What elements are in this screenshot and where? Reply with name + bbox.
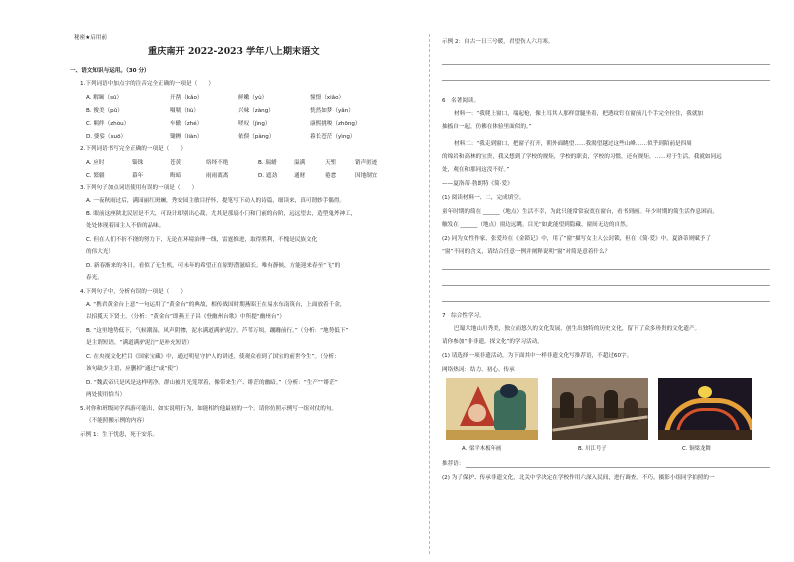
q7-intro: 巴蜀大地山川秀美，独立而悠久的文化发展，创生出独特的历史文化，留下了众多珍贵的文化遗产。 (454, 326, 701, 332)
q1-option: 康熙挑唆（zhōng） (310, 121, 361, 127)
recommend-input-line[interactable] (466, 467, 770, 468)
q5-example-1: 示例 1：生于忧患，死于安乐。 (80, 432, 159, 438)
q1-option: 开凿（kǎo） (170, 95, 203, 101)
right-column (438, 0, 778, 562)
q7-hot-words: 网络热词：结力、初心、传承 (442, 367, 515, 373)
q2-option: 雨雨离离 (206, 173, 229, 179)
q2-option: A. 应时 (86, 160, 105, 166)
q6-material-1-cont: 抽搐自一起，仿佛在体验里面似的。” (442, 124, 532, 130)
q3-stem: 3.下列句子加点词语使用有误的一项是（ ） (80, 185, 198, 191)
q7-subquestion-1: (1) 请选择一项非遗活动，为下面其中一样非遗文化写推荐语，不超过60字。 (442, 353, 633, 359)
q3-option-c: C. 但在人们不折不挠的努力下，无论在环境治理一线，雷霆推进，取得胜利，不愧是民族文化 (86, 237, 318, 243)
q1-option: 车辙（zhé） (170, 121, 203, 127)
q6-subquestion-2: (2) 同为女性作家，张爱玲在《金锁记》中，用了“窗”描写女主人公封锁，但在《简·爱》中，夏洛蒂则赋予了 (442, 236, 711, 242)
q6-fill-blank: 童年时期的简在 ______（地点）生活不幸，为此只能常常寂寞在窗台，看书到画。年少时期的简生活作息困而， (442, 209, 718, 215)
picture-caption-c: C. 铜梁龙舞 (682, 446, 711, 452)
q3-option-a: A. 一夜秋雨过后，满园丽红斑斓，秀安园主敏目抒怀，提笔写下动人的诗篇，细读来，真可谓妙手偶得。 (86, 198, 346, 204)
q2-option: 天堑 (325, 160, 337, 166)
q3-option-b: B. 眼前这座陕北民居是不大，可设计却别出心裁，尤其是那扇小门和门前的台阶，远远望去，造型鬼斧神工， (86, 211, 357, 217)
q2-option: 晦暗 (170, 173, 182, 179)
recommend-label: 推荐语： (442, 461, 465, 467)
q2-option: 锱铢 (132, 160, 144, 166)
answer-line[interactable] (442, 269, 770, 270)
q7-intro-cont: 请你参加“非非遗，探文化”的学习活动。 (442, 339, 543, 345)
q3-option-b-cont: 处处体现着园主人不俗的品味。 (86, 223, 165, 229)
q2-option: 苍黄 (170, 160, 182, 166)
q6-material-1: 材料一：“我爬上窗口，端起枪，像土耳其人那样盘腿坐着，把透纹钉在窗前几个手完全拉住，我就加 (454, 111, 704, 117)
q1-option: 依偎（pàng） (238, 134, 275, 140)
q5-stem-cont: （不能照搬示例的内容） (86, 418, 148, 424)
picture-caption-a: A. 梁平木板年画 (462, 446, 502, 452)
q4-option-d: D. “魏武帝只是风是这样明净。群山被月光笼罩着，像带来生产、绯茫的幽暗。”（分析：“生产”“绯茫” (86, 380, 338, 386)
q2-option: 倦怠 (325, 173, 337, 179)
q6-subquestion-2-cont: “窗”不同的含义，请结合任意一例并阐释说明“窗”对简是意着什么？ (442, 249, 611, 255)
answer-line[interactable] (442, 301, 770, 302)
q1-option: 暮长苍茫（yìng） (310, 134, 356, 140)
q1-option: 恍然如梦（yǎn） (310, 108, 354, 114)
q1-option: C. 羁绊（zhòu） (86, 121, 130, 127)
q6-subquestion-1: (1) 阅读材料一、二，完成填空。 (442, 195, 525, 201)
q4-option-c: C. 在央视文化栏目《国家宝藏》中，通过明星守护人的讲述，使观众看到了国宝的前世今生”。（分析： (86, 354, 340, 360)
q2-option: 络绎不绝 (206, 160, 229, 166)
q1-option: 嗫嚅（liù） (170, 108, 200, 114)
q2-option: 幕年 (132, 173, 144, 179)
q3-option-d-cont: 春光。 (86, 275, 103, 281)
answer-line[interactable] (442, 285, 770, 286)
q4-option-c-cont: 该句缺少主语，应删掉“通过”或“使”） (86, 366, 182, 372)
q2-option: 销声匿迹 (355, 160, 378, 166)
q1-option: 锄耨（liàn） (170, 134, 203, 140)
q2-option: B. 瑞蜡 (258, 160, 277, 166)
woodblock-new-year-print-image (446, 378, 538, 440)
q2-stem: 2.下列词语书写完全正确的一项是（ ） (80, 146, 187, 152)
picture-caption-b: B. 川江号子 (578, 446, 607, 452)
q4-option-b: B. “这里地势低下，气候潮湿，风声阴惨，泥水满道满驴泥泞。芦苇万顷，蹦跚前行。”（分析：“地势低下” (86, 328, 349, 334)
q4-option-d-cont: 两处使用恰当） (86, 392, 126, 398)
q1-option: 兴味（zàng） (238, 108, 274, 114)
q1-option: 憧憬（xiǎo） (310, 95, 345, 101)
q1-option: 鲜嫩（yù） (238, 95, 268, 101)
q4-option-a-cont: 以招揽天下贤士。（分析：“黄金台”即燕王子昌《登幽州台歌》中所提“幽州台”） (86, 314, 285, 320)
chuanjiang-boatmen-chant-image (552, 378, 648, 440)
q1-option: B. 俊美（pǔ） (86, 108, 123, 114)
q6-material-2-cont: 处，观在和那同这没不好。” (442, 167, 510, 173)
q5-example-2: 示例 2：自古一日三兮暖，君望伤人六月寒。 (442, 39, 554, 45)
q6-fill-blank-cont: 触发在 ______（地点）窗边远眺，目光“如此能望到隐藏、窗间无边的自然。 (442, 222, 632, 228)
section-heading: 一、语文知识与运用。（30 分） (70, 68, 150, 74)
q3-option-c-cont: 的伟大光！ (86, 249, 114, 255)
q2-option: 通财 (294, 173, 306, 179)
q7-subquestion-2: (2) 为了保护、传承非遗文化，北关中学决定在学校作用六深入民间，进行调查。不巧，摄影小组同学拍照的一 (442, 475, 715, 481)
q2-option: 溢满 (294, 160, 306, 166)
q3-option-d: D. 新春渐来的冬日，看似了无生机，可未年的希望正在原野潜滋暗长。唯有静候，方能迎来春至“飞”的 (86, 263, 341, 269)
q1-stem: 1.下列词语中加点字的注音完全正确的一项是（ ） (80, 81, 214, 87)
q2-option: D. 遮劲 (258, 173, 278, 179)
q5-stem: 5.对你和班级同学西游可能出，如实说明行为，如能相约他最初的一个。请你仿照示例写一组对仗的句。 (80, 406, 338, 412)
q7-stem: 7 综合性学习。 (442, 313, 485, 319)
q6-source: ——夏洛蒂·勃朗特《简·爱》 (442, 181, 513, 187)
q6-material-2: 材料二：“我走到窗口，把窗子打开，朝外面眺望……我渴望越过这些山峰……似乎到陌前是四周 (454, 141, 692, 147)
left-column (70, 0, 422, 562)
column-divider (429, 34, 430, 554)
q4-option-b-cont: 是主谓短语，“满道满驴泥泞”是补充短语） (86, 340, 193, 346)
q6-stem: 6 名著阅读。 (442, 98, 480, 104)
q4-option-a: A. “携君黄金台上意”一句运用了“黄金台”的典故，相传战国时期燕昭王在易水东南筑台，上面放着千金， (86, 302, 346, 308)
answer-line[interactable] (442, 64, 770, 65)
q6-material-2-cont: 的绵岩和高林的宝贵，我又想到了学校的规矩，学校的职责，学校的习惯，还有规矩，……对于生活，我就如同远 (442, 154, 722, 160)
answer-line[interactable] (442, 80, 770, 81)
q1-option: 嗟叹（jìng） (238, 121, 271, 127)
q2-option: C. 繁疆 (86, 173, 105, 179)
tongliang-dragon-dance-image (658, 378, 752, 440)
q1-option: A. 解颐（sū） (86, 95, 123, 101)
q2-option: 因地制宜 (355, 173, 378, 179)
q4-stem: 4.下列句子中，分析有误的一项是（ ） (80, 289, 187, 295)
page-title: 重庆南开 2022-2023 学年八上期末语文 (148, 46, 320, 57)
q1-option: D. 婆娑（suō） (86, 134, 127, 140)
secret-label: 秘密★启用前 (74, 35, 107, 41)
